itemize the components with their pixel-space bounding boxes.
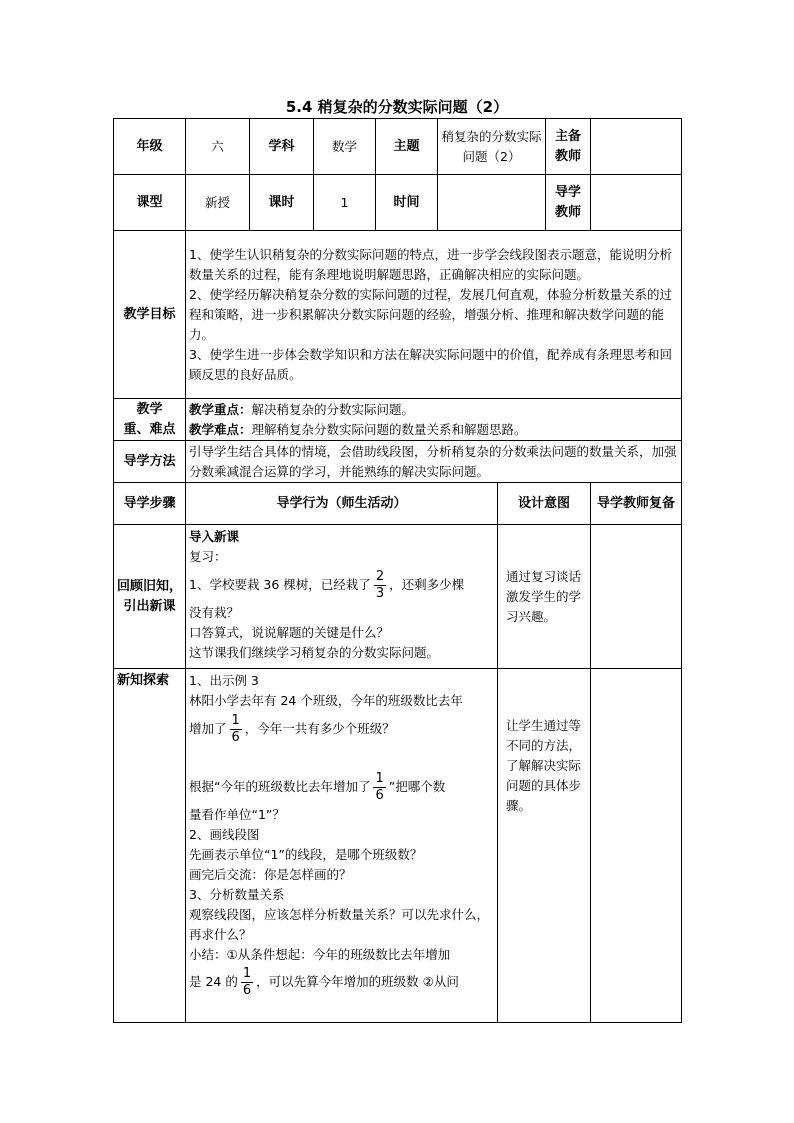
explore-line: 林阳小学去年有 24 个班级，今年的班级数比去年 (189, 693, 463, 708)
goals-label: 教学目标 (114, 231, 186, 399)
fraction-numerator: 1 (242, 966, 252, 981)
time-label: 时间 (376, 175, 438, 231)
fraction-numerator: 1 (231, 713, 240, 728)
goal-item: 2、使学经历解决稍复杂分数的实际问题的过程，发展几何直观，体验分析数量关系的过程和策略，进一步积累解决分数实际问题的经验，增强分析、推理和解决数学问题的能力。 (189, 286, 672, 342)
fraction-one-sixth (373, 771, 385, 804)
fraction-numerator: 2 (375, 569, 385, 584)
fraction-two-thirds (374, 569, 386, 602)
type-value: 新授 (186, 175, 250, 231)
fraction-denominator: 6 (375, 788, 384, 803)
l4-post: ”把哪个数 (388, 779, 446, 794)
fraction-denominator: 6 (231, 730, 240, 745)
explore-line: 观察线段图，应该怎样分析数量关系？可以先求什么，再求什么？ (189, 907, 490, 942)
fraction-denominator: 6 (242, 983, 252, 998)
time-value (438, 175, 546, 231)
theme-label: 主题 (376, 119, 438, 175)
steps-col-activity: 导学行为（师生活动） (186, 483, 498, 525)
key-point-label: 教学重点： (189, 401, 252, 417)
grade-value: 六 (186, 119, 250, 175)
header-row-2 (114, 175, 682, 231)
document-title: 5.4 稍复杂的分数实际问题（2） (285, 98, 509, 116)
difficulty-line (189, 420, 678, 440)
fraction-numerator: 1 (375, 771, 384, 786)
fraction-one-sixth (241, 966, 253, 999)
difficulty-label: 教学难点： (189, 421, 252, 437)
step-explore-label: 新知探索 (114, 669, 186, 1023)
steps-col-review: 导学教师复备 (591, 483, 682, 525)
teacher-value (591, 119, 682, 175)
review-question-2: 口答算式，说说解题的关键是什么？ (189, 625, 390, 640)
q1-text-pre: 1、学校要栽 36 棵树，已经栽了 (189, 577, 371, 592)
type-label: 课型 (114, 175, 186, 231)
keypoints-label-line1: 教学 (136, 401, 163, 417)
guide-teacher-label: 导学教师 (546, 175, 591, 231)
explore-line: 小结：①从条件想起：今年的班级数比去年增加 (189, 947, 451, 962)
teacher-label: 主备教师 (546, 119, 591, 175)
l12-pre: 是 24 的 (189, 974, 238, 989)
steps-header-row (114, 483, 682, 525)
keypoints-label (114, 399, 186, 441)
goals-row (114, 231, 682, 399)
l4-pre: 根据“今年的班级数比去年增加了 (189, 779, 371, 794)
step-review-notes (591, 525, 682, 669)
explore-line-fraction (189, 711, 494, 747)
subject-label: 学科 (250, 119, 314, 175)
steps-col-step: 导学步骤 (114, 483, 186, 525)
keypoints-row (114, 399, 682, 441)
step-review-row (114, 525, 682, 669)
steps-col-intent: 设计意图 (498, 483, 591, 525)
lesson-plan-table (113, 118, 682, 1023)
review-question-1 (189, 567, 494, 603)
key-point-line (189, 400, 678, 420)
explore-line-fraction (189, 965, 494, 999)
l3-pre: 增加了 (189, 721, 227, 736)
grade-label: 年级 (114, 119, 186, 175)
step-review-intent: 通过复习谈话激发学生的学习兴趣。 (498, 525, 591, 669)
goal-item: 1、使学生认识稍复杂的分数实际问题的特点，进一步学会线段图表示题意，能说明分析数量关系的过程，能有条理地说明解题思路，正确解决相应的实际问题。 (189, 246, 672, 282)
keypoints-content (186, 399, 682, 441)
explore-line: 1、出示例 3 (189, 673, 259, 688)
l12-post: ，可以先算今年增加的班级数 ②从问 (256, 974, 459, 989)
guide-teacher-value (591, 175, 682, 231)
q1-text-post: ，还剩多少棵 (389, 577, 465, 592)
explore-line-fraction (189, 769, 494, 805)
fraction-one-sixth (230, 713, 242, 746)
step-explore-notes (591, 669, 682, 1023)
spacer (189, 747, 494, 769)
fraction-denominator: 3 (375, 586, 385, 601)
step-review-activity (186, 525, 498, 669)
step-explore-row (114, 669, 682, 1023)
explore-line: 3、分析数量关系 (189, 887, 285, 902)
review-question-1-cont: 没有栽？ (189, 605, 240, 620)
period-value: 1 (314, 175, 376, 231)
explore-line: 量看作单位“1”？ (189, 807, 285, 822)
step-review-heading: 导入新课 (189, 529, 240, 544)
goal-item: 3、使学生进一步体会数学知识和方法在解决实际问题中的价值，配养成有条理思考和回顾反思的良好品质。 (189, 346, 672, 382)
method-row (114, 441, 682, 483)
method-label: 导学方法 (114, 441, 186, 483)
header-row-1 (114, 119, 682, 175)
review-label: 复习： (189, 549, 227, 564)
key-point-text: 解决稍复杂的分数实际问题。 (251, 401, 415, 417)
step-explore-intent-text: 让学生通过等不同的方法，了解解决实际问题的具体步骤。 (506, 717, 582, 813)
method-text: 引导学生结合具体的情境，会借助线段图，分析稍复杂的分数乘法问题的数量关系，加强分数乘减混合运算的学习，并能熟练的解决实际问题。 (186, 441, 682, 483)
explore-line: 画完后交流：你是怎样画的？ (189, 867, 352, 882)
subject-value: 数学 (314, 119, 376, 175)
review-transition: 这节课我们继续学习稍复杂的分数实际问题。 (189, 645, 440, 660)
goals-content (186, 231, 682, 399)
explore-line: 先画表示单位“1”的线段，是哪个班级数？ (189, 847, 423, 862)
keypoints-label-line2: 重、难点 (123, 421, 176, 437)
explore-line: 2、画线段图 (189, 827, 260, 842)
step-explore-intent (498, 669, 591, 1023)
theme-value: 稍复杂的分数实际问题（2） (438, 119, 546, 175)
l3-post: ，今年一共有多少个班级？ (244, 721, 395, 736)
difficulty-text: 理解稍复杂分数实际问题的数量关系和解题思路。 (251, 421, 527, 437)
period-label: 课时 (250, 175, 314, 231)
step-explore-activity (186, 669, 498, 1023)
step-review-label: 回顾旧知，引出新课 (114, 525, 186, 669)
